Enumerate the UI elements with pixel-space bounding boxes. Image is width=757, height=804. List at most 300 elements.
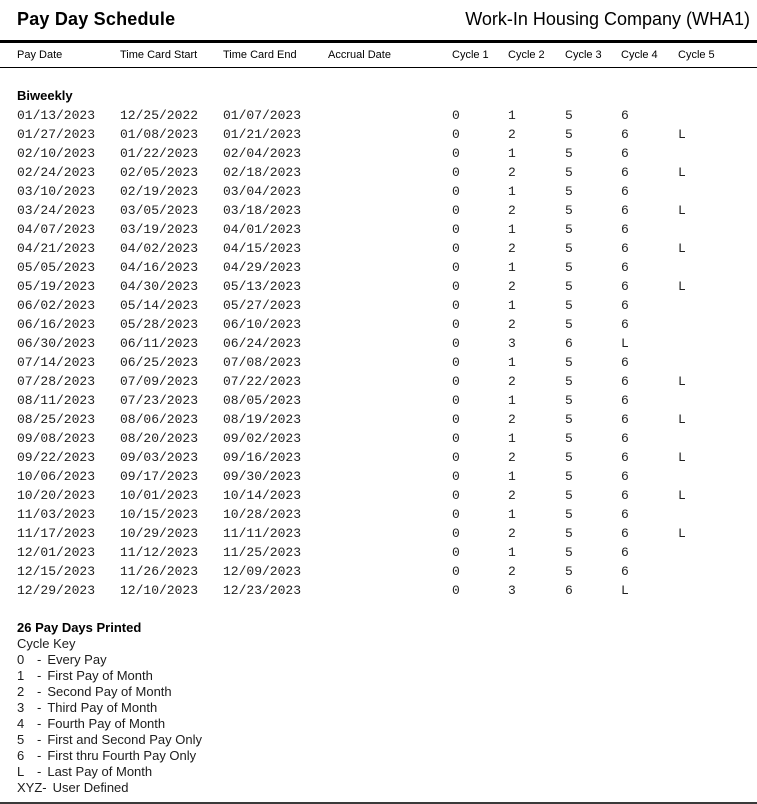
report-footer	[17, 620, 757, 796]
cell-pay-date: 04/07/2023	[17, 222, 96, 237]
cell-time-card-start: 09/17/2023	[120, 469, 199, 484]
cell-time-card-start: 02/19/2023	[120, 184, 199, 199]
cell-cycle-3: 5	[565, 317, 573, 332]
table-row	[17, 467, 757, 486]
cell-accrual-date	[328, 410, 452, 429]
cell-cycle-1: 0	[452, 260, 460, 275]
cycle-key-code: L	[17, 764, 25, 779]
cell-pay-date: 12/15/2023	[17, 564, 96, 579]
cell-time-card-start: 05/14/2023	[120, 298, 199, 313]
pay-days-printed-summary: 26 Pay Days Printed	[17, 620, 142, 635]
cycle-key-code: 6	[17, 748, 25, 763]
table-row	[17, 353, 757, 372]
cell-cycle-5	[678, 505, 740, 524]
cell-cycle-1: 0	[452, 222, 460, 237]
cell-cycle-5	[678, 543, 740, 562]
cell-accrual-date	[328, 524, 452, 543]
cell-time-card-end: 01/07/2023	[223, 108, 302, 123]
cell-cycle-5	[678, 220, 740, 239]
cell-time-card-end: 12/09/2023	[223, 564, 302, 579]
cell-cycle-2: 2	[508, 165, 516, 180]
cell-time-card-end: 04/01/2023	[223, 222, 302, 237]
cell-accrual-date	[328, 543, 452, 562]
cycle-key-description: Last Pay of Month	[47, 764, 153, 779]
cell-cycle-2: 1	[508, 222, 516, 237]
cell-accrual-date	[328, 125, 452, 144]
cell-cycle-1: 0	[452, 317, 460, 332]
cell-cycle-1: 0	[452, 241, 460, 256]
cell-time-card-end: 07/08/2023	[223, 355, 302, 370]
cell-time-card-start: 04/02/2023	[120, 241, 199, 256]
cell-cycle-1: 0	[452, 393, 460, 408]
cell-cycle-2: 1	[508, 355, 516, 370]
cycle-key-separator: -	[37, 716, 42, 731]
cycle-key-separator: -	[42, 780, 47, 795]
cell-accrual-date	[328, 220, 452, 239]
cell-time-card-start: 12/10/2023	[120, 583, 199, 598]
cell-time-card-end: 06/24/2023	[223, 336, 302, 351]
cell-time-card-end: 01/21/2023	[223, 127, 302, 142]
cell-cycle-2: 2	[508, 317, 516, 332]
cell-cycle-4: L	[621, 583, 629, 598]
cell-accrual-date	[328, 429, 452, 448]
cell-cycle-2: 1	[508, 260, 516, 275]
cell-time-card-start: 08/06/2023	[120, 412, 199, 427]
cell-accrual-date	[328, 391, 452, 410]
cell-cycle-4: 6	[621, 355, 629, 370]
cell-cycle-3: 5	[565, 165, 573, 180]
cell-cycle-4: 6	[621, 127, 629, 142]
cell-time-card-end: 03/18/2023	[223, 203, 302, 218]
cell-accrual-date	[328, 277, 452, 296]
cell-cycle-1: 0	[452, 298, 460, 313]
cell-time-card-end: 08/19/2023	[223, 412, 302, 427]
cell-cycle-4: 6	[621, 279, 629, 294]
cell-pay-date: 05/19/2023	[17, 279, 96, 294]
cell-pay-date: 06/30/2023	[17, 336, 96, 351]
cell-cycle-3: 5	[565, 545, 573, 560]
table-row	[17, 220, 757, 239]
cell-cycle-5	[678, 429, 740, 448]
cell-cycle-2: 1	[508, 469, 516, 484]
cell-cycle-4: 6	[621, 165, 629, 180]
cell-time-card-end: 07/22/2023	[223, 374, 302, 389]
cell-cycle-2: 1	[508, 507, 516, 522]
cycle-key-separator: -	[37, 748, 42, 763]
cell-time-card-start: 07/23/2023	[120, 393, 199, 408]
cell-time-card-end: 10/28/2023	[223, 507, 302, 522]
cell-cycle-2: 2	[508, 450, 516, 465]
cycle-key-list	[17, 652, 757, 796]
cycle-key-item	[17, 780, 757, 796]
cycle-key-description: Every Pay	[47, 652, 107, 667]
cell-time-card-end: 12/23/2023	[223, 583, 302, 598]
cell-cycle-4: 6	[621, 298, 629, 313]
cell-cycle-5: L	[678, 241, 686, 256]
cell-cycle-5: L	[678, 203, 686, 218]
cell-cycle-1: 0	[452, 469, 460, 484]
cell-time-card-start: 04/30/2023	[120, 279, 199, 294]
cycle-key-description: First thru Fourth Pay Only	[47, 748, 197, 763]
table-row	[17, 448, 757, 467]
cell-cycle-4: 6	[621, 469, 629, 484]
cell-pay-date: 11/17/2023	[17, 526, 96, 541]
cell-cycle-1: 0	[452, 165, 460, 180]
cycle-key-description: Third Pay of Month	[47, 700, 158, 715]
cell-cycle-4: 6	[621, 260, 629, 275]
cell-cycle-3: 5	[565, 355, 573, 370]
cell-cycle-1: 0	[452, 507, 460, 522]
cell-cycle-3: 5	[565, 450, 573, 465]
cell-cycle-4: 6	[621, 184, 629, 199]
table-row	[17, 486, 757, 505]
cell-pay-date: 03/10/2023	[17, 184, 96, 199]
table-row	[17, 277, 757, 296]
cell-cycle-2: 2	[508, 127, 516, 142]
cell-pay-date: 01/27/2023	[17, 127, 96, 142]
cycle-key-item	[17, 684, 757, 700]
cell-cycle-3: 5	[565, 564, 573, 579]
cell-accrual-date	[328, 581, 452, 600]
cell-cycle-3: 5	[565, 298, 573, 313]
cell-time-card-end: 11/11/2023	[223, 526, 302, 541]
cell-time-card-start: 10/29/2023	[120, 526, 199, 541]
column-header-cycle-1: Cycle 1	[452, 49, 489, 61]
cell-time-card-start: 07/09/2023	[120, 374, 199, 389]
cell-cycle-5: L	[678, 412, 686, 427]
cell-accrual-date	[328, 467, 452, 486]
column-header-cycle-2: Cycle 2	[508, 49, 545, 61]
cell-cycle-5	[678, 258, 740, 277]
table-row	[17, 410, 757, 429]
cell-pay-date: 10/06/2023	[17, 469, 96, 484]
cell-time-card-start: 03/19/2023	[120, 222, 199, 237]
cell-cycle-1: 0	[452, 450, 460, 465]
cell-cycle-2: 3	[508, 583, 516, 598]
cell-cycle-1: 0	[452, 108, 460, 123]
column-header-cycle-5: Cycle 5	[678, 49, 715, 61]
cell-pay-date: 12/01/2023	[17, 545, 96, 560]
cell-cycle-1: 0	[452, 279, 460, 294]
cell-cycle-1: 0	[452, 146, 460, 161]
cell-time-card-end: 10/14/2023	[223, 488, 302, 503]
cell-pay-date: 06/16/2023	[17, 317, 96, 332]
cell-time-card-end: 06/10/2023	[223, 317, 302, 332]
cell-time-card-end: 09/16/2023	[223, 450, 302, 465]
cell-time-card-end: 05/27/2023	[223, 298, 302, 313]
cycle-key-code: 3	[17, 700, 25, 715]
company-name: Work-In Housing Company (WHA1)	[465, 9, 750, 29]
cycle-key-code: XYZ	[17, 780, 43, 795]
cycle-key-separator: -	[37, 732, 42, 747]
cycle-key-description: First Pay of Month	[47, 668, 153, 683]
cycle-key-description: User Defined	[52, 780, 129, 795]
cycle-key-title: Cycle Key	[17, 636, 76, 651]
cell-accrual-date	[328, 315, 452, 334]
column-header-time-card-end: Time Card End	[223, 49, 297, 61]
cell-cycle-4: L	[621, 336, 629, 351]
table-row	[17, 258, 757, 277]
cell-cycle-4: 6	[621, 431, 629, 446]
cell-cycle-5: L	[678, 165, 686, 180]
cell-time-card-start: 10/01/2023	[120, 488, 199, 503]
report-header	[0, 0, 757, 43]
page-title: Pay Day Schedule	[17, 9, 176, 29]
table-row	[17, 372, 757, 391]
table-row	[17, 163, 757, 182]
cell-accrual-date	[328, 296, 452, 315]
cell-pay-date: 01/13/2023	[17, 108, 96, 123]
cell-cycle-2: 2	[508, 374, 516, 389]
cell-cycle-1: 0	[452, 355, 460, 370]
cell-accrual-date	[328, 258, 452, 277]
cell-cycle-1: 0	[452, 127, 460, 142]
cell-cycle-2: 1	[508, 431, 516, 446]
cell-accrual-date	[328, 163, 452, 182]
cell-cycle-1: 0	[452, 583, 460, 598]
cell-cycle-1: 0	[452, 336, 460, 351]
cell-cycle-5: L	[678, 488, 686, 503]
cell-cycle-3: 5	[565, 488, 573, 503]
cell-cycle-4: 6	[621, 374, 629, 389]
cell-time-card-end: 03/04/2023	[223, 184, 302, 199]
cell-time-card-start: 06/11/2023	[120, 336, 199, 351]
cell-cycle-3: 5	[565, 507, 573, 522]
cell-cycle-2: 1	[508, 545, 516, 560]
cell-pay-date: 07/14/2023	[17, 355, 96, 370]
cycle-key-item	[17, 764, 757, 780]
cell-cycle-5	[678, 334, 740, 353]
cell-accrual-date	[328, 448, 452, 467]
table-row	[17, 125, 757, 144]
cell-pay-date: 09/22/2023	[17, 450, 96, 465]
cell-cycle-5: L	[678, 374, 686, 389]
cell-cycle-1: 0	[452, 203, 460, 218]
cell-cycle-5: L	[678, 450, 686, 465]
table-row	[17, 562, 757, 581]
frequency-group-label: Biweekly	[17, 88, 73, 103]
cell-cycle-5	[678, 391, 740, 410]
cell-time-card-start: 04/16/2023	[120, 260, 199, 275]
cell-time-card-start: 03/05/2023	[120, 203, 199, 218]
cell-cycle-3: 5	[565, 469, 573, 484]
schedule-table-body	[0, 106, 757, 600]
column-header-time-card-start: Time Card Start	[120, 49, 198, 61]
table-row	[17, 334, 757, 353]
cell-cycle-3: 6	[565, 583, 573, 598]
cell-cycle-3: 5	[565, 127, 573, 142]
cell-cycle-4: 6	[621, 507, 629, 522]
cell-time-card-end: 09/30/2023	[223, 469, 302, 484]
cell-accrual-date	[328, 334, 452, 353]
cell-cycle-2: 1	[508, 108, 516, 123]
cell-cycle-5: L	[678, 279, 686, 294]
cell-accrual-date	[328, 106, 452, 125]
cell-time-card-start: 05/28/2023	[120, 317, 199, 332]
table-row	[17, 106, 757, 125]
cell-cycle-1: 0	[452, 564, 460, 579]
cell-cycle-5: L	[678, 127, 686, 142]
cell-accrual-date	[328, 562, 452, 581]
cell-cycle-2: 2	[508, 564, 516, 579]
cell-accrual-date	[328, 201, 452, 220]
cell-cycle-3: 5	[565, 412, 573, 427]
column-header-pay-date: Pay Date	[17, 49, 63, 61]
cell-cycle-3: 5	[565, 260, 573, 275]
cycle-key-item	[17, 700, 757, 716]
cell-cycle-4: 6	[621, 108, 629, 123]
cell-cycle-2: 2	[508, 241, 516, 256]
table-row	[17, 505, 757, 524]
table-row	[17, 239, 757, 258]
table-row	[17, 543, 757, 562]
cell-cycle-4: 6	[621, 393, 629, 408]
cell-time-card-start: 01/22/2023	[120, 146, 199, 161]
cell-cycle-4: 6	[621, 222, 629, 237]
column-header-row	[0, 43, 757, 68]
cell-cycle-4: 6	[621, 412, 629, 427]
cell-cycle-2: 3	[508, 336, 516, 351]
cell-time-card-start: 02/05/2023	[120, 165, 199, 180]
cell-pay-date: 08/11/2023	[17, 393, 96, 408]
cell-cycle-5	[678, 315, 740, 334]
cell-cycle-2: 2	[508, 279, 516, 294]
cell-time-card-start: 10/15/2023	[120, 507, 199, 522]
table-row	[17, 144, 757, 163]
cycle-key-description: Second Pay of Month	[47, 684, 172, 699]
cell-pay-date: 11/03/2023	[17, 507, 96, 522]
cell-pay-date: 06/02/2023	[17, 298, 96, 313]
cell-cycle-4: 6	[621, 545, 629, 560]
table-row	[17, 182, 757, 201]
cell-accrual-date	[328, 144, 452, 163]
cell-cycle-3: 5	[565, 279, 573, 294]
cell-time-card-start: 09/03/2023	[120, 450, 199, 465]
cycle-key-code: 4	[17, 716, 25, 731]
cell-cycle-5: L	[678, 526, 686, 541]
cell-accrual-date	[328, 372, 452, 391]
cell-cycle-5	[678, 144, 740, 163]
cell-accrual-date	[328, 353, 452, 372]
cell-cycle-5	[678, 296, 740, 315]
cycle-key-code: 1	[17, 668, 25, 683]
table-row	[17, 391, 757, 410]
cell-cycle-2: 1	[508, 146, 516, 161]
cell-cycle-1: 0	[452, 488, 460, 503]
cell-cycle-5	[678, 581, 740, 600]
cell-accrual-date	[328, 239, 452, 258]
cell-cycle-1: 0	[452, 184, 460, 199]
cell-time-card-end: 09/02/2023	[223, 431, 302, 446]
cycle-key-item	[17, 716, 757, 732]
cell-time-card-end: 02/04/2023	[223, 146, 302, 161]
cell-time-card-end: 11/25/2023	[223, 545, 302, 560]
cell-cycle-1: 0	[452, 526, 460, 541]
cell-time-card-start: 08/20/2023	[120, 431, 199, 446]
cell-cycle-4: 6	[621, 203, 629, 218]
column-header-accrual-date: Accrual Date	[328, 49, 391, 61]
cell-cycle-3: 5	[565, 431, 573, 446]
cycle-key-item	[17, 732, 757, 748]
cell-pay-date: 03/24/2023	[17, 203, 96, 218]
cell-cycle-2: 2	[508, 488, 516, 503]
column-header-cycle-4: Cycle 4	[621, 49, 658, 61]
cell-time-card-start: 01/08/2023	[120, 127, 199, 142]
cell-time-card-end: 02/18/2023	[223, 165, 302, 180]
cell-cycle-4: 6	[621, 450, 629, 465]
cell-cycle-3: 5	[565, 393, 573, 408]
cycle-key-code: 5	[17, 732, 25, 747]
cell-cycle-2: 1	[508, 184, 516, 199]
cell-cycle-5	[678, 106, 740, 125]
table-row	[17, 581, 757, 600]
cell-cycle-4: 6	[621, 564, 629, 579]
cycle-key-description: First and Second Pay Only	[47, 732, 202, 747]
table-row	[17, 296, 757, 315]
cell-accrual-date	[328, 505, 452, 524]
cell-cycle-4: 6	[621, 241, 629, 256]
cycle-key-separator: -	[37, 684, 42, 699]
cycle-key-description: Fourth Pay of Month	[47, 716, 166, 731]
cell-cycle-1: 0	[452, 545, 460, 560]
cell-pay-date: 08/25/2023	[17, 412, 96, 427]
cell-cycle-3: 5	[565, 241, 573, 256]
cell-cycle-4: 6	[621, 317, 629, 332]
cell-cycle-1: 0	[452, 431, 460, 446]
cell-cycle-2: 1	[508, 393, 516, 408]
cell-time-card-end: 08/05/2023	[223, 393, 302, 408]
cell-pay-date: 04/21/2023	[17, 241, 96, 256]
cell-cycle-2: 2	[508, 412, 516, 427]
cell-cycle-3: 5	[565, 222, 573, 237]
cycle-key-code: 2	[17, 684, 25, 699]
cell-cycle-3: 5	[565, 184, 573, 199]
cell-accrual-date	[328, 182, 452, 201]
table-row	[17, 524, 757, 543]
cell-pay-date: 05/05/2023	[17, 260, 96, 275]
cell-cycle-5	[678, 467, 740, 486]
cell-cycle-2: 1	[508, 298, 516, 313]
cell-pay-date: 12/29/2023	[17, 583, 96, 598]
cell-cycle-1: 0	[452, 374, 460, 389]
cell-cycle-2: 2	[508, 526, 516, 541]
cell-time-card-end: 05/13/2023	[223, 279, 302, 294]
cycle-key-code: 0	[17, 652, 25, 667]
cycle-key-item	[17, 668, 757, 684]
cycle-key-item	[17, 652, 757, 668]
cell-cycle-2: 2	[508, 203, 516, 218]
cell-pay-date: 07/28/2023	[17, 374, 96, 389]
cell-pay-date: 10/20/2023	[17, 488, 96, 503]
table-row	[17, 201, 757, 220]
cell-cycle-5	[678, 182, 740, 201]
cycle-key-item	[17, 748, 757, 764]
table-row	[17, 429, 757, 448]
cell-cycle-1: 0	[452, 412, 460, 427]
table-row	[17, 315, 757, 334]
cell-pay-date: 02/24/2023	[17, 165, 96, 180]
cycle-key-separator: -	[37, 700, 42, 715]
cell-time-card-start: 12/25/2022	[120, 108, 199, 123]
cell-cycle-3: 6	[565, 336, 573, 351]
cell-cycle-5	[678, 353, 740, 372]
cell-time-card-start: 06/25/2023	[120, 355, 199, 370]
cell-cycle-5	[678, 562, 740, 581]
cell-cycle-3: 5	[565, 146, 573, 161]
cell-cycle-3: 5	[565, 108, 573, 123]
cell-cycle-4: 6	[621, 488, 629, 503]
cell-accrual-date	[328, 486, 452, 505]
